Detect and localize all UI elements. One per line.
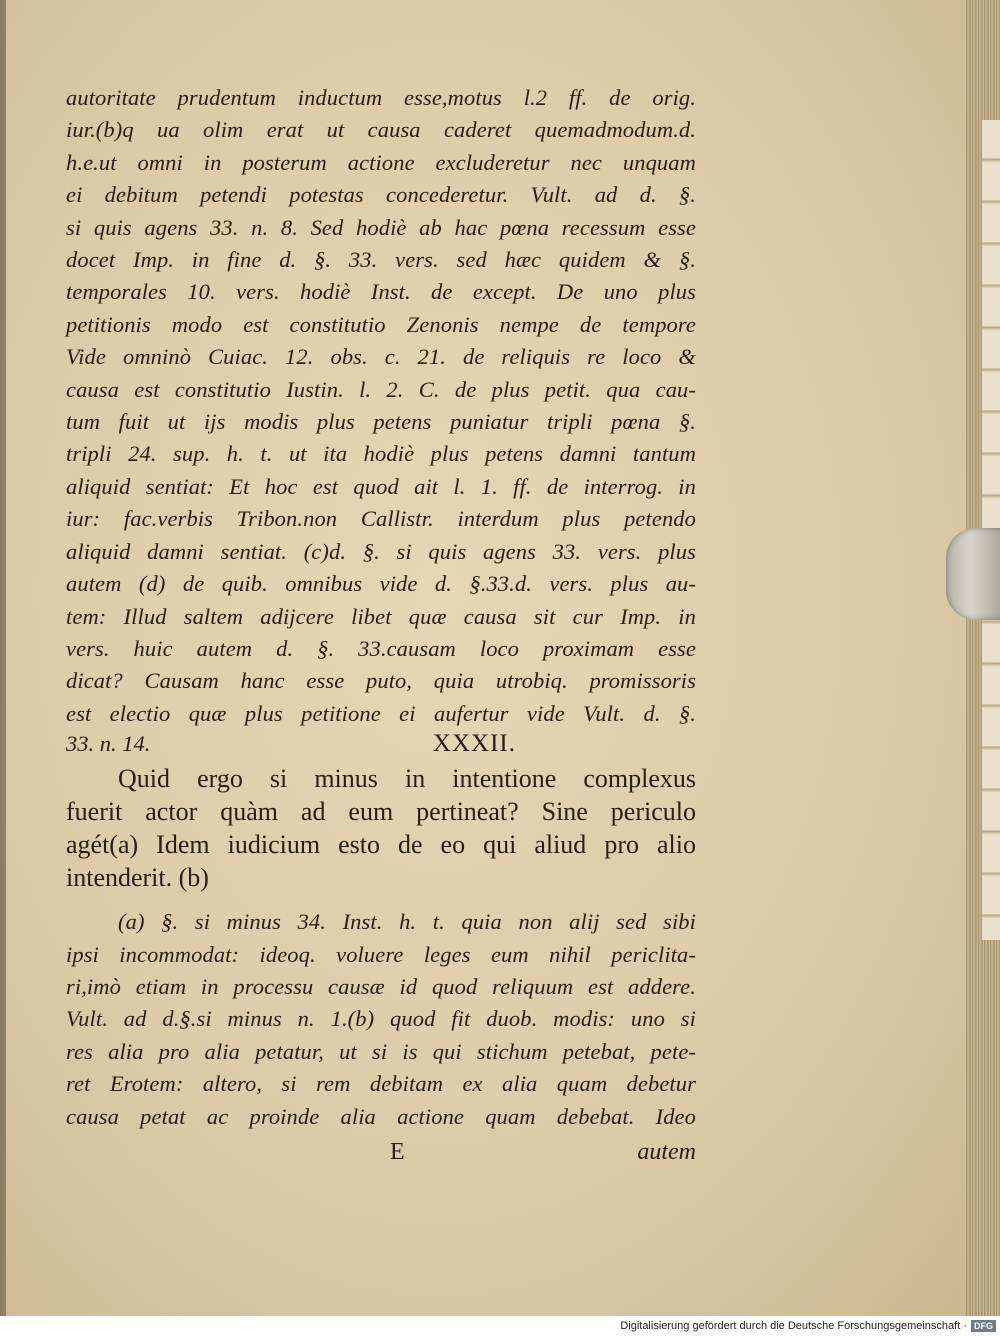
note-line: aliquid damni sentiat. (c)d. §. si quis agens 33. vers. plus	[66, 538, 696, 564]
note-line: docet Imp. in fine d. §. 33. vers. sed hæc quidem & §.	[66, 247, 696, 273]
note-line: est electio quæ plus petitione ei aufertur vide Vult. d. §.	[66, 700, 696, 726]
footnotes-top	[66, 82, 696, 730]
section-heading-line	[66, 730, 696, 762]
note-line: temporales 10. vers. hodiè Inst. de except. De uno plus	[66, 279, 696, 305]
section-number: XXXII.	[432, 730, 516, 758]
credit-bar	[0, 1316, 1000, 1336]
note-line: (a) §. si minus 34. Inst. h. t. quia non alij sed sibi	[118, 909, 696, 935]
footnotes-bottom	[66, 906, 696, 1133]
note-line: Vide omninò Cuiac. 12. obs. c. 21. de reliquis re loco &	[66, 344, 696, 370]
note-line: petitionis modo est constitutio Zenonis nempe de tempore	[66, 311, 696, 337]
note-line: iur: fac.verbis Tribon.non Callistr. interdum plus petendo	[66, 506, 696, 532]
credit-text: Digitalisierung gefördert durch die Deutsche Forschungsgemeinschaft ·	[620, 1320, 967, 1332]
body-line: fuerit actor quàm ad eum pertineat? Sine periculo	[66, 797, 696, 827]
note-line: tum fuit ut ijs modis plus petens puniatur tripli pœna §.	[66, 409, 696, 435]
note-line: dicat? Causam hanc esse puto, quia utrobiq. promissoris	[66, 668, 696, 694]
note-line: tripli 24. sup. h. t. ut ita hodiè plus petens damni tantum	[66, 441, 696, 467]
note-line: ei debitum petendi potestas concederetur. Vult. ad d. §.	[66, 182, 696, 208]
note-line: ri,imò etiam in processu causæ id quod reliquum est addere.	[66, 973, 696, 999]
body-line: intenderit. (b)	[66, 863, 209, 893]
metal-clip	[946, 528, 1000, 620]
note-line: tem: Illud saltem adijcere libet quæ causa sit cur Imp. in	[66, 603, 696, 629]
page-text	[66, 82, 696, 1166]
note-line: autem (d) de quib. omnibus vide d. §.33.d. vers. plus au-	[66, 571, 696, 597]
note-line: res alia pro alia petatur, ut si is qui stichum petebat, pete-	[66, 1038, 696, 1064]
note-line: autoritate prudentum inductum esse,motus l.2 ff. de orig.	[66, 85, 696, 110]
note-line: ipsi incommodat: ideoq. voluere leges eum nihil periclita-	[66, 941, 696, 967]
main-text	[66, 762, 696, 894]
note-line: h.e.ut omni in posterum actione excluderetur nec unquam	[66, 149, 696, 175]
note-line: Vult. ad d.§.si minus n. 1.(b) quod fit duob. modis: uno si	[66, 1006, 696, 1032]
note-line: iur.(b)q ua olim erat ut causa caderet quemadmodum.d.	[66, 117, 696, 143]
dfg-logo: DFG	[971, 1320, 996, 1332]
note-line: ret Erotem: altero, si rem debitam ex alia quam debetur	[66, 1071, 696, 1097]
signature-mark: E	[390, 1138, 405, 1165]
note-reference: 33. n. 14.	[66, 731, 151, 757]
note-line: vers. huic autem d. §. 33.causam loco proximam esse	[66, 635, 696, 661]
note-line: aliquid sentiat: Et hoc est quod ait l. 1. ff. de interrog. in	[66, 473, 696, 499]
body-line: agét(a) Idem iudicium esto de eo qui aliud pro alio	[66, 830, 696, 860]
note-line: causa est constitutio Iustin. l. 2. C. de plus petit. qua cau-	[66, 376, 696, 402]
note-line: si quis agens 33. n. 8. Sed hodiè ab hac pœna recessum esse	[66, 214, 696, 240]
note-line: causa petat ac proinde alia actione quam debebat. Ideo	[66, 1103, 696, 1129]
catchword: autem	[637, 1138, 696, 1165]
page-footer	[66, 1139, 696, 1166]
body-line: Quid ergo si minus in intentione complexus	[118, 764, 696, 794]
